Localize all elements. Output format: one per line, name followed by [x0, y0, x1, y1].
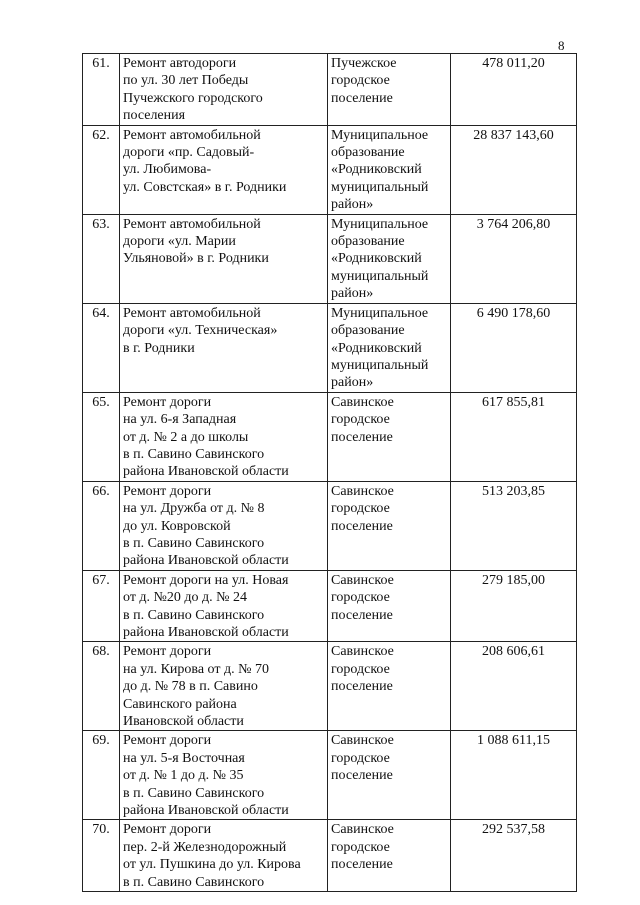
page-number: 8	[558, 38, 565, 53]
table-row	[83, 731, 577, 820]
work-description: Ремонт дороги пер. 2-й Железнодорожный от ул. Пушкина до ул. Кирова в п. Савино Савинского	[120, 820, 328, 892]
amount: 279 185,00	[451, 570, 577, 642]
row-number: 66.	[83, 481, 120, 570]
row-number: 65.	[83, 392, 120, 481]
amount: 3 764 206,80	[451, 214, 577, 303]
municipality: Савинское городское поселение	[328, 731, 451, 820]
work-description: Ремонт автомобильной дороги «пр. Садовый- ул. Любимова- ул. Совстская» в г. Родники	[120, 125, 328, 214]
table-row	[83, 303, 577, 392]
amount: 292 537,58	[451, 820, 577, 892]
table-row	[83, 125, 577, 214]
municipality: Савинское городское поселение	[328, 642, 451, 731]
amount: 6 490 178,60	[451, 303, 577, 392]
row-number: 62.	[83, 125, 120, 214]
row-number: 69.	[83, 731, 120, 820]
table-row	[83, 54, 577, 126]
amount: 28 837 143,60	[451, 125, 577, 214]
work-description: Ремонт автодороги по ул. 30 лет Победы Пучежского городского поселения	[120, 54, 328, 126]
table-row	[83, 570, 577, 642]
table-row	[83, 820, 577, 892]
work-description: Ремонт дороги на ул. Новая от д. №20 до д. № 24 в п. Савино Савинского района Ивановской области	[120, 570, 328, 642]
work-description: Ремонт дороги на ул. Дружба от д. № 8 до ул. Ковровской в п. Савино Савинского района Ивановской области	[120, 481, 328, 570]
municipality: Муниципальное образование «Родниковский муниципальный район»	[328, 303, 451, 392]
municipality: Савинское городское поселение	[328, 820, 451, 892]
row-number: 61.	[83, 54, 120, 126]
table-row	[83, 642, 577, 731]
amount: 478 011,20	[451, 54, 577, 126]
work-description: Ремонт автомобильной дороги «ул. Техническая» в г. Родники	[120, 303, 328, 392]
work-description: Ремонт дороги на ул. 6-я Западная от д. № 2 а до школы в п. Савино Савинского района Ивановской области	[120, 392, 328, 481]
row-number: 64.	[83, 303, 120, 392]
amount: 1 088 611,15	[451, 731, 577, 820]
municipality: Савинское городское поселение	[328, 392, 451, 481]
municipality: Муниципальное образование «Родниковский муниципальный район»	[328, 125, 451, 214]
amount: 513 203,85	[451, 481, 577, 570]
work-description: Ремонт дороги на ул. Кирова от д. № 70 до д. № 78 в п. Савино Савинского района Ивановской области	[120, 642, 328, 731]
row-number: 67.	[83, 570, 120, 642]
row-number: 70.	[83, 820, 120, 892]
municipality: Пучежское городское поселение	[328, 54, 451, 126]
row-number: 68.	[83, 642, 120, 731]
municipality: Савинское городское поселение	[328, 570, 451, 642]
work-description: Ремонт автомобильной дороги «ул. Марии Ульяновой» в г. Родники	[120, 214, 328, 303]
table-row	[83, 214, 577, 303]
table-row	[83, 481, 577, 570]
table-row	[83, 392, 577, 481]
amount: 208 606,61	[451, 642, 577, 731]
road-repair-table	[82, 53, 577, 892]
row-number: 63.	[83, 214, 120, 303]
amount: 617 855,81	[451, 392, 577, 481]
work-description: Ремонт дороги на ул. 5-я Восточная от д. № 1 до д. № 35 в п. Савино Савинского района Ивановской области	[120, 731, 328, 820]
municipality: Савинское городское поселение	[328, 481, 451, 570]
municipality: Муниципальное образование «Родниковский муниципальный район»	[328, 214, 451, 303]
